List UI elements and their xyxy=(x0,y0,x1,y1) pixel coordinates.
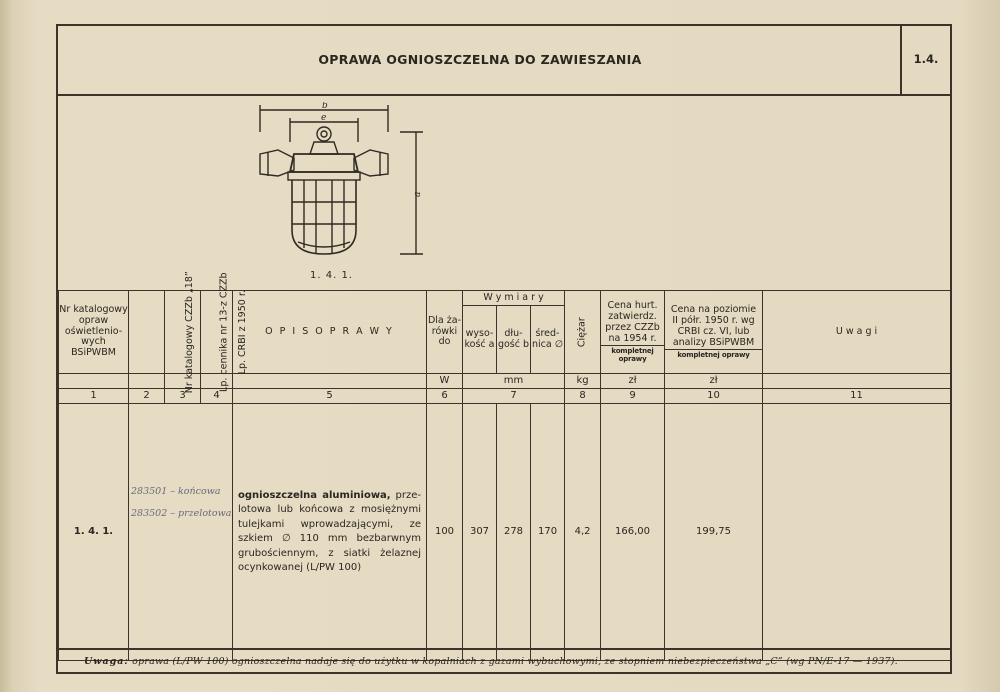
handwritten-note-1: 283501 – końcowa xyxy=(131,486,221,497)
col-number: 4 xyxy=(201,389,233,404)
lamp-drawing-icon xyxy=(248,102,428,274)
row-handwritten-notes xyxy=(129,404,233,661)
row-remarks xyxy=(763,404,951,661)
col-number: 7 xyxy=(463,389,565,404)
row-length: 278 xyxy=(497,404,531,661)
row-watt: 100 xyxy=(427,404,463,661)
col-number: 3 xyxy=(165,389,201,404)
header-catalog-no: Nr katalogowy opraw oświetlenio-wych BSiPWBM xyxy=(59,291,129,374)
catalog-sheet xyxy=(56,24,952,674)
col-number: 6 xyxy=(427,389,463,404)
header-crbi-no: Lp. CRBI z 1950 r. xyxy=(201,291,233,374)
header-price-1950: Cena na poziomie II półr. 1950 r. wg CRBI cz. VI, lub analizy BSiPWBM kompletnej oprawy xyxy=(665,291,763,374)
specification-table xyxy=(58,270,951,661)
unit-watt: W xyxy=(427,374,463,389)
header-czzb-no: Nr katalogowy CZZb „18” xyxy=(129,291,165,374)
col-number: 2 xyxy=(129,389,165,404)
header-remarks: U w a g i xyxy=(763,291,951,374)
header-bulb: Dla ża-rówki do xyxy=(427,291,463,374)
unit-kg: kg xyxy=(565,374,601,389)
table-row xyxy=(59,404,951,661)
col-number: 11 xyxy=(763,389,951,404)
dimension-a-label: a xyxy=(413,191,423,197)
unit-zl-2: zł xyxy=(665,374,763,389)
dimension-e-label: e xyxy=(321,113,327,123)
row-height: 307 xyxy=(463,404,497,661)
col-number: 9 xyxy=(601,389,665,404)
header-diameter: śred-nica ∅ xyxy=(531,306,565,374)
handwritten-note-2: 283502 – przelotowa xyxy=(131,508,232,519)
col-number: 10 xyxy=(665,389,763,404)
header-dimensions: W y m i a r y xyxy=(463,291,565,306)
footer-note: Uwaga: oprawa (L/PW 100) ognioszczelna nadaje się do użytku w kopalniach z gazami wybuchowymi, ze stopniem niebezpieczeństwa „C” (wg PN/E-17 — 1937). xyxy=(58,648,950,672)
row-description: ognioszczelna aluminiowa, prze-lotowa lub końcowa z mosiężnymi tulejkami wprowadzającymi, ze szkiem ∅ 110 mm bezbarwnym grubościennym, z siatki żelaznej ocynkowanej (L/PW 100) xyxy=(233,404,427,661)
row-price-1950: 199,75 xyxy=(665,404,763,661)
col-number: 1 xyxy=(59,389,129,404)
unit-mm: mm xyxy=(463,374,565,389)
page-title: OPRAWA OGNIOSZCZELNA DO ZAWIESZANIA xyxy=(318,52,642,67)
header-length: dłu-gość b xyxy=(497,306,531,374)
title-row xyxy=(58,26,950,96)
row-diameter: 170 xyxy=(531,404,565,661)
section-code-cell xyxy=(900,26,950,94)
row-weight: 4,2 xyxy=(565,404,601,661)
header-height: wyso-kość a xyxy=(463,306,497,374)
dimension-b-label: b xyxy=(322,102,328,111)
col-number: 5 xyxy=(233,389,427,404)
unit-zl-1: zł xyxy=(601,374,665,389)
figure-area xyxy=(58,94,950,290)
row-catalog-no: 1. 4. 1. xyxy=(59,404,129,661)
figure-caption: 1. 4. 1. xyxy=(310,270,353,281)
header-description: O P I S O P R A W Y xyxy=(233,291,427,374)
col-number: 8 xyxy=(565,389,601,404)
section-code: 1.4. xyxy=(913,52,939,66)
header-price-1954: Cena hurt. zatwierdz. przez CZZb na 1954 r. kompletnej oprawy xyxy=(601,291,665,374)
header-price-list-no: Lp. cennika nr 13-z CZZb xyxy=(165,291,201,374)
header-weight: Ciężar xyxy=(565,291,601,374)
table-header-row xyxy=(59,291,951,306)
row-price-1954: 166,00 xyxy=(601,404,665,661)
